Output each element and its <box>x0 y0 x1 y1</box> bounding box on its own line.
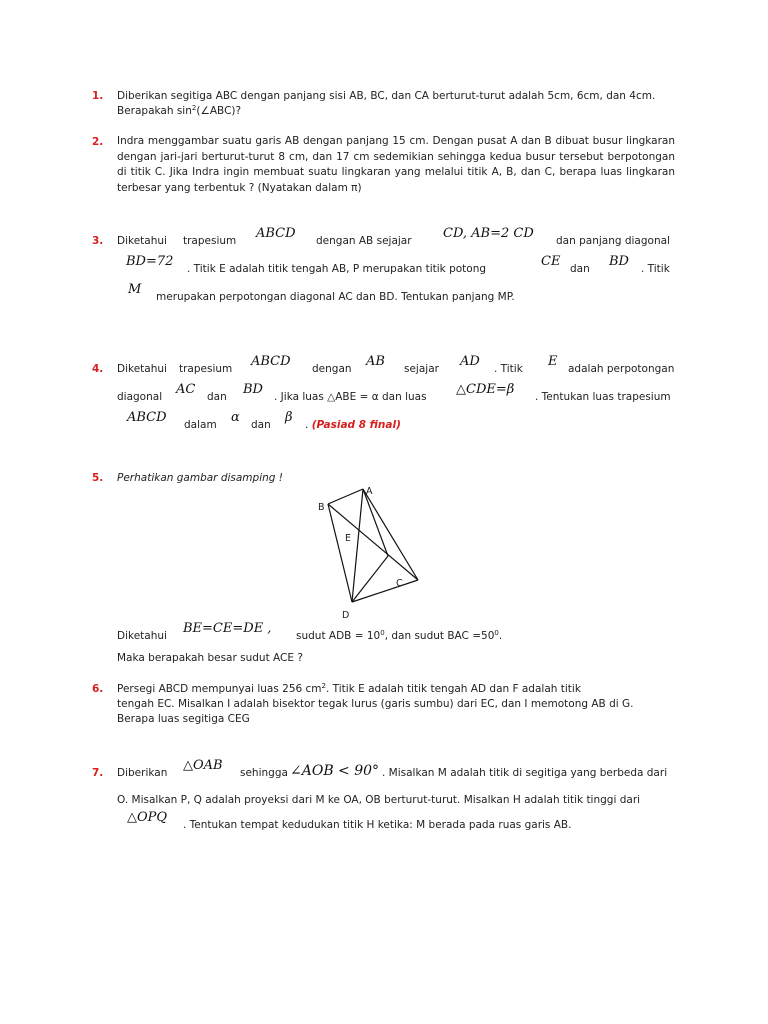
figure-label-e: E <box>345 533 352 544</box>
problem-4-source <box>305 418 401 432</box>
figure-label-d: D <box>342 610 350 621</box>
problem-7-diberikan: Diberikan <box>117 767 168 779</box>
problem-3-diketahui: Diketahui <box>117 235 167 247</box>
problem-4-adalah: adalah perpotongan <box>568 363 675 375</box>
segment-ad <box>352 489 363 602</box>
problem-4-math-cde: △CDE=β <box>456 382 515 397</box>
problem-7-math-angle: ∠AOB < 90° <box>290 763 380 779</box>
problem-7-last: . Tentukan tempat kedudukan titik H ketika: M berada pada ruas garis AB. <box>183 819 572 831</box>
figure-label-c: C <box>396 578 403 589</box>
triangle-figure <box>300 478 440 626</box>
figure-label-a: A <box>366 486 373 497</box>
problem-3-titik: . Titik <box>641 263 670 275</box>
problem-7-math-opq: △OPQ <box>127 810 168 825</box>
problem-4-math-ab: AB <box>366 354 385 369</box>
segment-ac <box>363 489 418 580</box>
segment-ae <box>363 489 388 556</box>
problem-4-source-label: (Pasiad 8 final) <box>311 419 401 431</box>
problem-2-text: Indra menggambar suatu garis AB dengan panjang 15 cm. Dengan pusat A dan B dibuat busur lingkaran dengan jari-jari berturut-turut 8 cm, dan 17 cm sedemikian sehingga kedua busur tersebut berpotongan di titik C. Jika Indra ingin membuat suatu lingkaran yang melalui titik A, B, dan C, berapa luas lingkaran terbesar yang terbentuk ? (Nyatakan dalam π) <box>117 135 675 194</box>
problem-3-last: merupakan perpotongan diagonal AC dan BD. Tentukan panjang MP. <box>156 291 515 303</box>
problem-6-line1 <box>117 682 581 696</box>
problem-1-line1: Diberikan segitiga ABC dengan panjang sisi AB, BC, dan CA berturut-turut adalah 5cm, 6cm, dan 4cm. <box>117 90 656 102</box>
problem-3-titik-e: . Titik E adalah titik tengah AB, P merupakan titik potong <box>187 263 487 275</box>
problem-4-math-beta: β <box>285 410 293 425</box>
problem-4-dan-2: dan <box>251 419 271 431</box>
problem-3-panjang: dan panjang diagonal <box>556 235 670 247</box>
segment-ba <box>328 489 363 504</box>
problem-4-math-abcd-2: ABCD <box>127 410 167 425</box>
problem-4-titik: . Titik <box>494 363 523 375</box>
problem-6-line2: tengah EC. Misalkan I adalah bisektor tegak lurus (garis sumbu) dari EC, dan I memotong AB di G. <box>117 698 634 710</box>
problem-1-line2 <box>117 104 241 118</box>
problem-4-diketahui: Diketahui <box>117 363 167 375</box>
segment-cd <box>352 580 418 602</box>
problem-6-number: 6. <box>92 683 104 695</box>
problem-6-line3: Berapa luas segitiga CEG <box>117 713 250 725</box>
problem-4-math-ad: AD <box>460 354 480 369</box>
problem-5-angle-end: . <box>498 630 503 642</box>
problem-4-dengan: dengan <box>312 363 352 375</box>
problem-4-diagonal: diagonal <box>117 391 163 403</box>
problem-4-tentukan: . Tentukan luas trapesium <box>535 391 671 403</box>
problem-4-jika: . Jika luas △ABE = α dan luas <box>274 391 427 403</box>
problem-1-text-post: (∠ABC)? <box>196 105 242 117</box>
problem-4-dalam: dalam <box>184 419 217 431</box>
problem-5-diketahui: Diketahui <box>117 630 167 642</box>
problem-3-math-ce: CE <box>541 254 561 269</box>
problem-3-math-bd72: BD=72 <box>126 254 174 269</box>
problem-5-angle-bac: , dan sudut BAC =50 <box>384 630 495 642</box>
problem-3-math-abcd: ABCD <box>256 226 296 241</box>
problem-3-math-bd: BD <box>609 254 629 269</box>
problem-5-degree-2: 0 <box>494 629 499 637</box>
problem-7-line2: O. Misalkan P, Q adalah proyeksi dari M ke OA, OB berturut-turut. Misalkan H adalah titik tinggi dari <box>117 794 641 806</box>
problem-5-angles <box>296 629 502 643</box>
figure-label-b: B <box>318 502 325 513</box>
problem-5-intro: Perhatikan gambar disamping ! <box>117 472 283 484</box>
problem-4-math-abcd: ABCD <box>251 354 291 369</box>
problem-3-math-m: M <box>128 282 142 297</box>
problem-4-sejajar: sejajar <box>404 363 439 375</box>
problem-5-math-equal: BE=CE=DE , <box>183 621 272 636</box>
problem-4-math-alpha: α <box>231 410 240 425</box>
problem-4-math-bd: BD <box>243 382 263 397</box>
problem-4-dot: . <box>305 419 309 431</box>
problem-7-misalkan: . Misalkan M adalah titik di segitiga yang berbeda dari <box>382 767 668 779</box>
problem-4-math-ac: AC <box>176 382 196 397</box>
problem-5-degree-1: 0 <box>380 629 385 637</box>
problem-4-number: 4. <box>92 363 104 375</box>
problem-7-sehingga: sehingga <box>240 767 288 779</box>
problem-6-text-pre: Persegi ABCD mempunyai luas 256 cm <box>117 683 322 695</box>
problem-1-exponent: 2 <box>191 104 197 112</box>
problem-5-number: 5. <box>92 472 104 484</box>
problem-3-number: 3. <box>92 235 104 247</box>
problem-4-math-e: E <box>548 354 558 369</box>
problem-6-exponent: 2 <box>321 682 326 690</box>
problem-3-math-cd-ab: CD, AB=2 CD <box>443 226 534 241</box>
problem-1-number: 1. <box>92 90 104 102</box>
segment-db <box>328 504 352 602</box>
problem-6-text-post: . Titik E adalah titik tengah AD dan F adalah titik <box>326 683 581 695</box>
problem-5-question: Maka berapakah besar sudut ACE ? <box>117 652 303 664</box>
problem-2-number: 2. <box>92 136 104 148</box>
problem-3-dan: dan <box>570 263 590 275</box>
problem-7-math-oab: △OAB <box>183 758 223 773</box>
problem-1-text-pre: Berapakah sin <box>117 105 192 117</box>
problem-4-dan: dan <box>207 391 227 403</box>
problem-4-trapesium: trapesium <box>179 363 233 375</box>
problem-7-number: 7. <box>92 767 104 779</box>
problem-3-trapesium: trapesium <box>183 235 237 247</box>
problem-5-angle-adb: sudut ADB = 10 <box>296 630 381 642</box>
problem-3-dengan: dengan AB sejajar <box>316 235 412 247</box>
segment-de <box>352 556 388 602</box>
